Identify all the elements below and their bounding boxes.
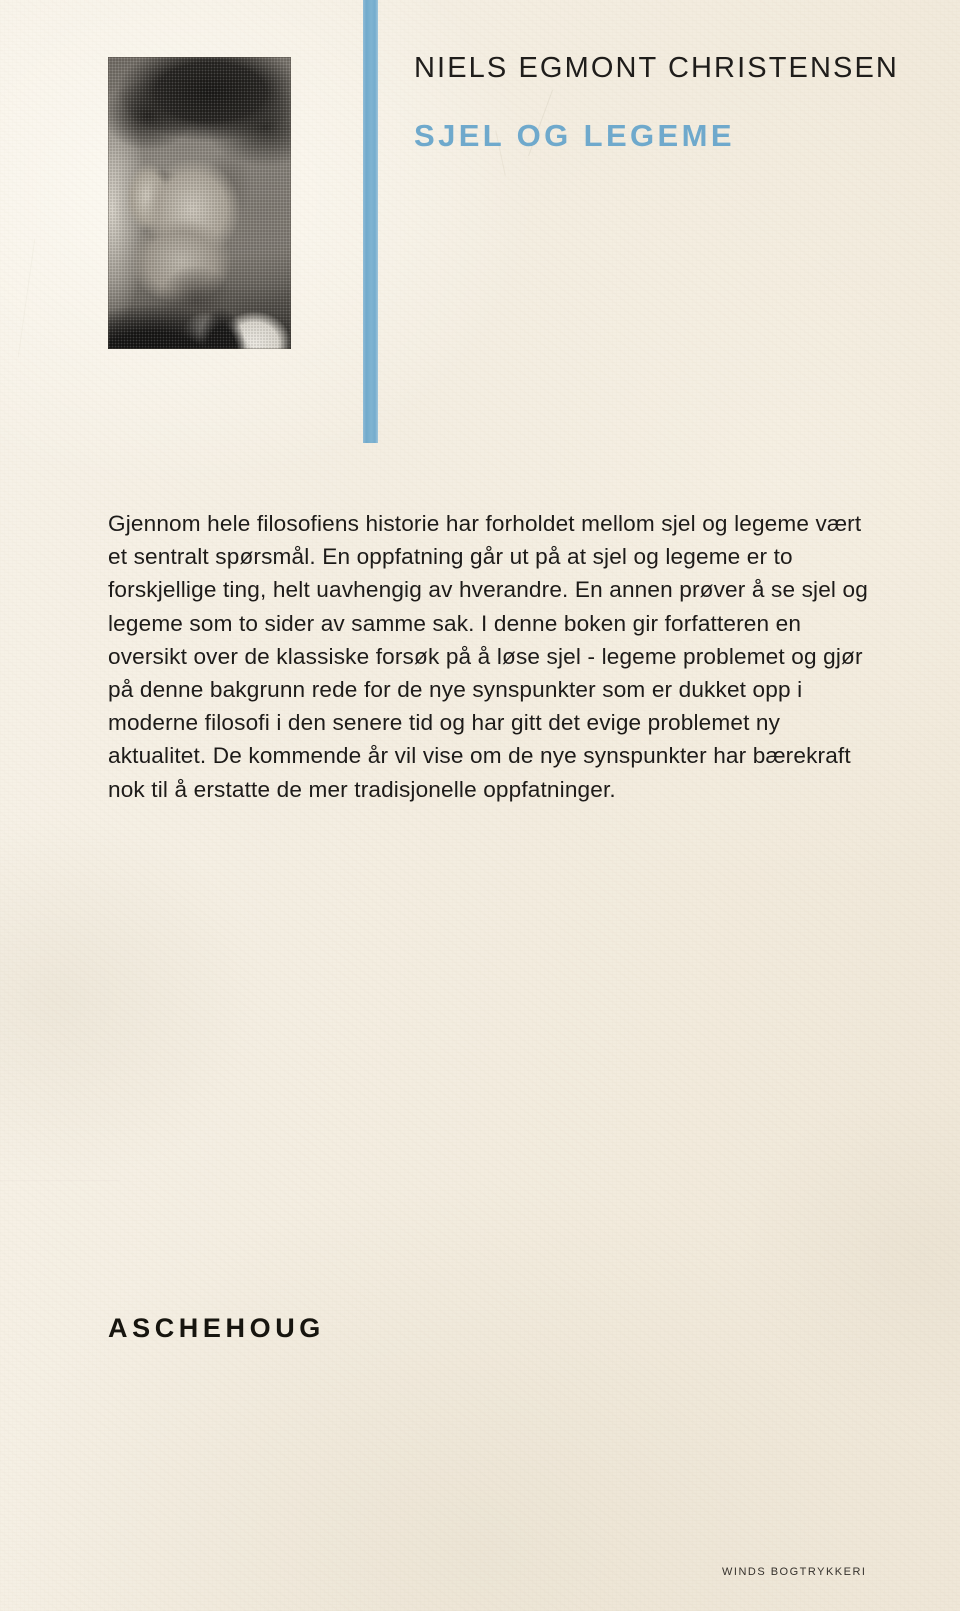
author-name: NIELS EGMONT CHRISTENSEN: [414, 52, 899, 84]
book-title: SJEL OG LEGEME: [414, 118, 735, 153]
author-portrait-image: [108, 57, 291, 349]
publisher-name: ASCHEHOUG: [108, 1313, 325, 1343]
author-portrait-photo: [108, 57, 291, 349]
printer-credit: WINDS BOGTRYKKERI: [722, 1566, 867, 1578]
blurb-paragraph: Gjennom hele filosofiens historie har forholdet mellom sjel og legeme vært et sentralt spørsmål. En oppfatning går ut på at sjel og legeme er to forskjellige ting, helt uavhengig av hverandre. En annen prøver å se sjel og legeme som to sider av samme sak. I denne boken gir forfatteren en oversikt over de klassiske forsøk på å løse sjel - legeme problemet og gjør på denne bakgrunn rede for de nye synspunkter som er dukket opp i moderne filosofi i den senere tid og har gitt det evige problemet ny aktualitet. De kommende år vil vise om de nye synspunkter har bærekraft nok til å erstatte de mer tradisjonelle oppfatninger.: [108, 511, 868, 802]
blue-vertical-rule: [363, 0, 378, 443]
paper-scratch: [18, 239, 36, 358]
back-cover-blurb: [108, 507, 880, 806]
paper-scratch: [0, 1180, 120, 1181]
